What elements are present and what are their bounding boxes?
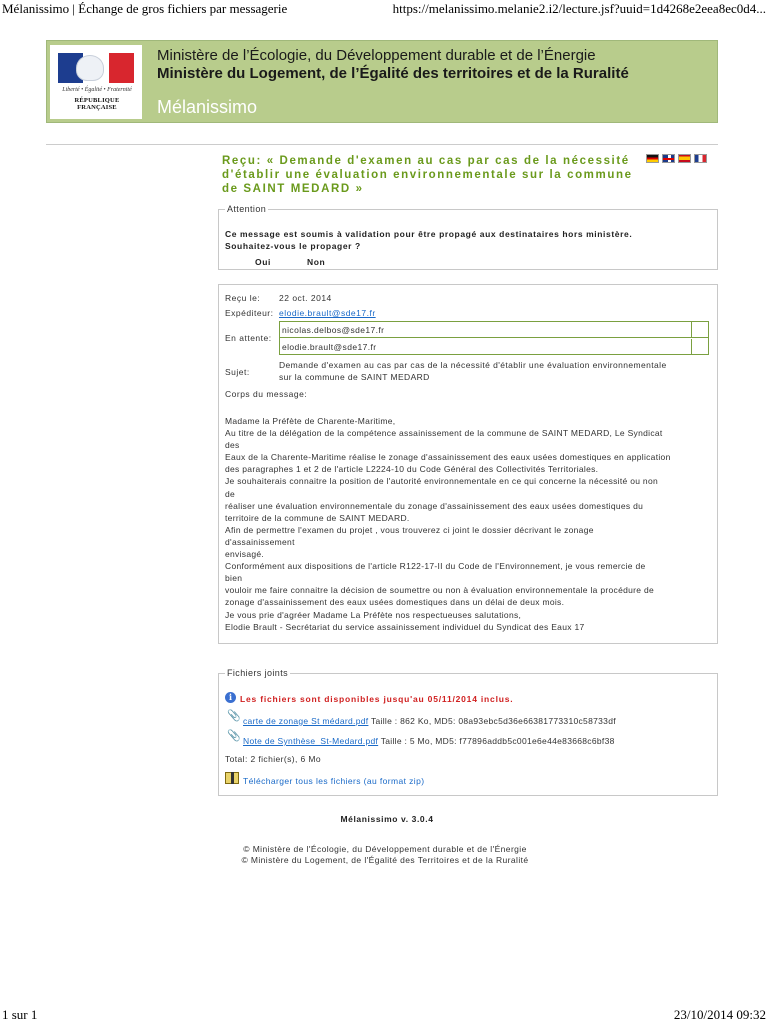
copyright-line-2: © Ministère du Logement, de l'Égalité des Territoires et de la Ruralité (241, 855, 529, 865)
sender-label: Expéditeur: (225, 308, 274, 318)
body-line: Madame la Préfète de Charente-Maritime, (225, 416, 396, 426)
attachment-details: Taille : 5 Mo, MD5: f77896addb5c001e6e44e83668c6bf38 (380, 736, 615, 746)
body-line: zonage d'assainissement des eaux usées domestiques dans un délai de deux mois. (225, 597, 565, 608)
pending-recipient: nicolas.delbos@sde17.fr (282, 325, 385, 335)
app-name: Mélanissimo (157, 97, 258, 117)
attachment-link[interactable]: Note de Synthèse_St-Medard.pdf (243, 736, 379, 746)
zip-archive-icon[interactable] (225, 772, 239, 784)
pending-label: En attente: (225, 333, 272, 343)
download-all-zip-link[interactable]: Télécharger tous les fichiers (au format zip) (243, 776, 425, 786)
body-line: Au titre de la délégation de la compétence assainissement de la commune de SAINT MEDARD, Le Syndicat (225, 428, 663, 439)
republique-logo (50, 45, 142, 119)
page-title (222, 154, 642, 196)
received-date: 22 oct. 2014 (279, 293, 332, 303)
print-page-number: 1 sur 1 (2, 1007, 38, 1022)
info-icon: i (225, 692, 236, 703)
table-row (280, 322, 692, 338)
attachment-item (243, 716, 616, 726)
logo-republique: RÉPUBLIQUE FRANÇAISE (74, 97, 120, 111)
header-divider (46, 144, 718, 145)
pending-recipients-table (279, 321, 709, 355)
spanish-flag-icon[interactable] (678, 154, 691, 163)
body-line: de (225, 488, 236, 499)
french-flag-icon[interactable] (694, 154, 707, 163)
ministry-banner (46, 40, 718, 123)
propagate-no-button[interactable]: Non (307, 257, 326, 267)
body-line: réaliser une évaluation environnementale du zonage d'assainissement des eaux usées domestiques du (225, 500, 644, 511)
attachments-legend: Fichiers joints (227, 668, 289, 678)
print-datetime: 23/10/2014 09:32 (673, 1007, 766, 1022)
message-body (225, 415, 711, 633)
pending-recipient: elodie.brault@sde17.fr (282, 342, 377, 352)
pending-status-cell (691, 339, 708, 355)
body-line: bien (225, 573, 243, 584)
body-line: d'assainissement (225, 536, 295, 547)
sender-email-link[interactable]: elodie.brault@sde17.fr (279, 308, 376, 318)
attention-legend: Attention (227, 204, 267, 214)
body-line: des (225, 440, 240, 451)
body-line: Je vous prie d'agréer Madame La Préfète nos respectueuses salutations, (225, 609, 522, 620)
attention-panel (218, 204, 718, 270)
body-line: territoire de la commune de SAINT MEDARD. (225, 512, 410, 523)
attachments-total: Total: 2 fichier(s), 6 Mo (225, 754, 321, 764)
attention-line-1: Ce message est soumis à validation pour être propagé aux destinataires hors ministère. (225, 229, 633, 239)
attention-line-2: Souhaitez-vous le propager ? (225, 241, 361, 251)
page-title-line: d'établir une évaluation environnementale sur la commune (222, 169, 633, 181)
subject-label: Sujet: (225, 367, 250, 377)
pending-status-cell (691, 322, 708, 338)
body-label: Corps du message: (225, 389, 308, 399)
paperclip-icon: 📎 (227, 730, 241, 742)
message-details (218, 284, 718, 644)
paperclip-icon: 📎 (227, 710, 241, 722)
print-footer (0, 1006, 770, 1024)
propagate-yes-button[interactable]: Oui (255, 257, 271, 267)
body-line: des paragraphes 1 et 2 de l'article L2224-10 du Code Général des Collectivités Territoriales. (225, 464, 599, 475)
table-row (280, 339, 692, 355)
print-header-url: https://melanissimo.melanie2.i2/lecture.jsf?uuid=1d4268e2eea8ec0d4... (392, 1, 766, 16)
attachment-link[interactable]: carte de zonage St médard.pdf (243, 716, 369, 726)
received-label: Reçu le: (225, 293, 261, 303)
language-selector (646, 154, 707, 163)
page-title-line: de SAINT MEDARD » (222, 183, 364, 195)
body-line: Afin de permettre l'examen du projet , vous trouverez ci joint le dossier décrivant le zonage (225, 524, 594, 535)
print-header (0, 0, 770, 18)
attachment-details: Taille : 862 Ko, MD5: 08a93ebc5d36e66381773310c58733df (370, 716, 616, 726)
ministry-name-2: Ministère du Logement, de l’Égalité des territoires et de la Ruralité (157, 65, 629, 82)
body-line: Elodie Brault - Secrétariat du service assainissement individuel du Syndicat des Eaux 17 (225, 621, 585, 632)
subject-line: sur la commune de SAINT MEDARD (279, 372, 430, 382)
attention-message (225, 228, 632, 252)
print-header-title: Mélanissimo | Échange de gros fichiers par messagerie (2, 1, 288, 16)
german-flag-icon[interactable] (646, 154, 659, 163)
copyright-line-1: © Ministère de l'Écologie, du Développement durable et de l'Énergie (243, 844, 527, 854)
body-line: vouloir me faire connaitre la décision de soumettre ou non à évaluation environnementale la procédure de (225, 585, 655, 596)
english-flag-icon[interactable] (662, 154, 675, 163)
subject-line: Demande d'examen au cas par cas de la nécessité d'établir une évaluation environnementale (279, 360, 667, 370)
app-version: Mélanissimo v. 3.0.4 (340, 814, 434, 824)
attachment-item (243, 736, 615, 746)
body-line: Eaux de la Charente-Maritime réalise le zonage d'assainissement des eaux usées domestiques en application (225, 452, 671, 463)
body-line: Conformément aux dispositions de l'article R122-17-II du Code de l'Environnement, je vous remercie de (225, 561, 646, 572)
availability-notice: Les fichiers sont disponibles jusqu'au 05/11/2014 inclus. (240, 694, 514, 704)
logo-motto: Liberté • Égalité • Fraternité (62, 87, 132, 93)
ministry-name-1: Ministère de l’Écologie, du Développement durable et de l’Énergie (157, 47, 596, 64)
body-line: Je souhaiterais connaitre la position de l'autorité environnementale en ce qui concerne la nécessité ou non (225, 476, 659, 487)
page-title-line: Reçu: « Demande d'examen au cas par cas de la nécessité (222, 155, 630, 167)
body-line: envisagé. (225, 549, 265, 560)
subject-value (279, 359, 699, 383)
attachments-panel (218, 668, 718, 796)
marianne-icon (76, 55, 104, 81)
